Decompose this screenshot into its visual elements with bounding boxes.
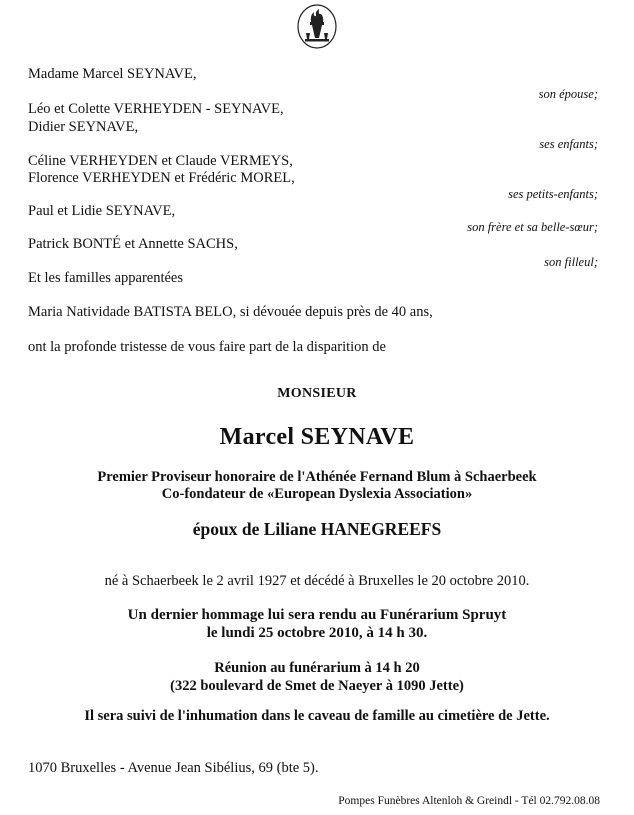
families-line: Et les familles apparentées [28,270,184,286]
family-name-line: Florence VERHEYDEN et Frédéric MOREL, [28,170,295,186]
title-line: Co-fondateur de «European Dyslexia Association» [161,486,473,502]
funeral-home-line: Pompes Funèbres Altenloh & Greindl - Tél 02.792.08.08 [338,795,600,807]
torch-emblem-icon [297,4,337,49]
honorific: MONSIEUR [277,386,357,401]
family-role: son épouse; [538,87,598,101]
family-name-line: Léo et Colette VERHEYDEN - SEYNAVE, [28,101,284,117]
family-role: ses petits-enfants; [508,187,598,201]
reunion-line: Réunion au funérarium à 14 h 20 [214,660,420,676]
family-name-line: Céline VERHEYDEN et Claude VERMEYS, [28,153,293,169]
address-line: 1070 Bruxelles - Avenue Jean Sibélius, 69 (bte 5). [28,760,319,776]
family-role: son frère et sa belle-sœur; [467,220,598,234]
family-name-line: Madame Marcel SEYNAVE, [28,66,197,82]
announcement-line: ont la profonde tristesse de vous faire part de la disparition de [28,339,386,355]
birth-death-line: né à Schaerbeek le 2 avril 1927 et décédé à Bruxelles le 20 octobre 2010. [104,573,530,589]
tribute-line: le lundi 25 octobre 2010, à 14 h 30. [206,625,428,641]
title-line: Premier Proviseur honoraire de l'Athénée Fernand Blum à Schaerbeek [97,469,537,485]
family-role: son filleul; [544,255,598,269]
family-name-line: Patrick BONTÉ et Annette SACHS, [28,236,238,252]
tribute-line: Un dernier hommage lui sera rendu au Funérarium Spruyt [127,607,507,623]
deceased-name: Marcel SEYNAVE [219,424,415,450]
caregiver-line: Maria Natividade BATISTA BELO, si dévouée depuis près de 40 ans, [28,304,433,320]
family-name-line: Paul et Lidie SEYNAVE, [28,203,176,219]
family-name-line: Didier SEYNAVE, [28,119,139,135]
burial-line: Il sera suivi de l'inhumation dans le caveau de famille au cimetière de Jette. [84,708,550,724]
spouse-line: époux de Liliane HANEGREEFS [192,519,442,539]
family-role: ses enfants; [539,137,598,151]
reunion-line: (322 boulevard de Smet de Naeyer à 1090 Jette) [170,678,464,694]
